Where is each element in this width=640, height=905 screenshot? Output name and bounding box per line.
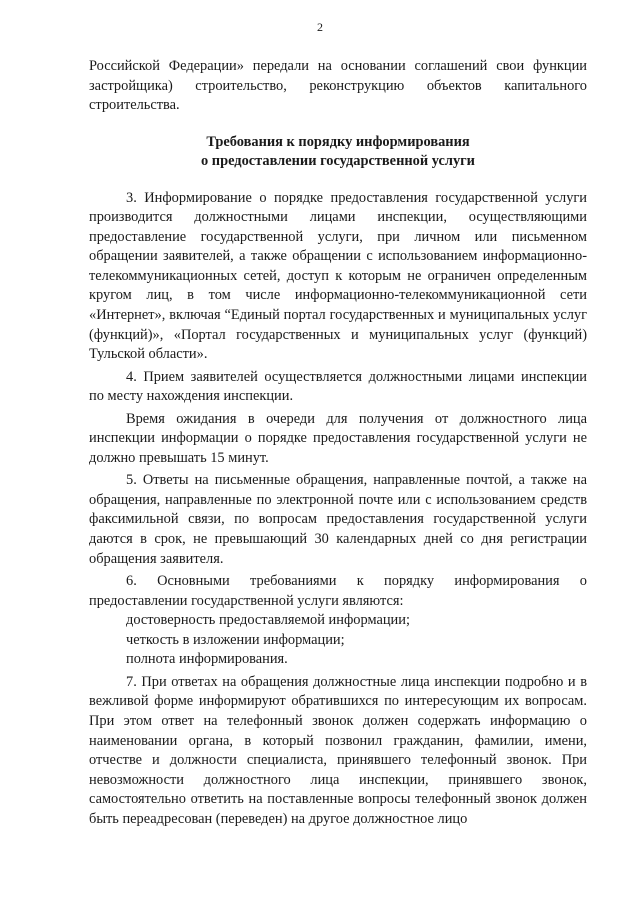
- document-body: [89, 57, 587, 829]
- paragraph-7: 7. При ответах на обращения должностные лица инспекции подробно и в вежливой форме информируют обратившихся по интересующим их вопросам. При этом ответ на телефонный звонок должен содержать информацию о наименовании органа, в который позвонил гражданин, фамилии, имени, отчестве и должности специалиста, принявшего телефонный звонок. При невозможности должностного лица инспекции, принявшего звонок, самостоятельно ответить на поставленные вопросы телефонный звонок должен быть переадресован (переведен) на другое должностное лицо: [89, 673, 587, 827]
- section-heading-line-2: о предоставлении государственной услуги: [201, 153, 475, 170]
- paragraph-4-waiting-time: Время ожидания в очереди для получения от должностного лица инспекции информации о порядке предоставления государственной услуги не должно превышать 15 минут.: [89, 410, 587, 466]
- list-item-clarity: четкость в изложении информации;: [126, 631, 345, 648]
- intro-paragraph: Российской Федерации» передали на основании соглашений свои функции застройщика) строительство, реконструкцию объектов капитального строительства.: [89, 58, 587, 114]
- paragraph-6: 6. Основными требованиями к порядку информирования о предоставлении государственной услуги являются:: [89, 573, 587, 609]
- page-number: 2: [317, 20, 323, 34]
- paragraph-4: 4. Прием заявителей осуществляется должностными лицами инспекции по месту нахождения инспекции.: [89, 368, 587, 405]
- section-heading-line-1: Требования к порядку информирования: [206, 133, 470, 150]
- list-item-completeness: полнота информирования.: [126, 651, 288, 668]
- section-heading: [89, 133, 587, 172]
- list-item-reliability: достоверность предоставляемой информации;: [126, 612, 410, 629]
- paragraph-5: 5. Ответы на письменные обращения, направленные почтой, а также на обращения, направленные по электронной почте или с использованием средств факсимильной связи, по вопросам предоставления государственной услуги даются в срок, не превышающий 30 календарных дней со дня регистрации обращения заявителя.: [89, 472, 587, 567]
- paragraph-3: 3. Информирование о порядке предоставления государственной услуги производится должностными лицами инспекции, осуществляющими предоставление государственной услуги, при личном или письменном обращении заявителей, а также обращении с использованием информационно-телекоммуникационных сетей, доступ к которым не ограничен определенным кругом лиц, в том числе информационно-телекоммуникационной сети «Интернет», включая “Единый портал государственных и муниципальных услуг (функций)», «Портал государственных и муниципальных услуг (функций) Тульской области».: [89, 189, 587, 363]
